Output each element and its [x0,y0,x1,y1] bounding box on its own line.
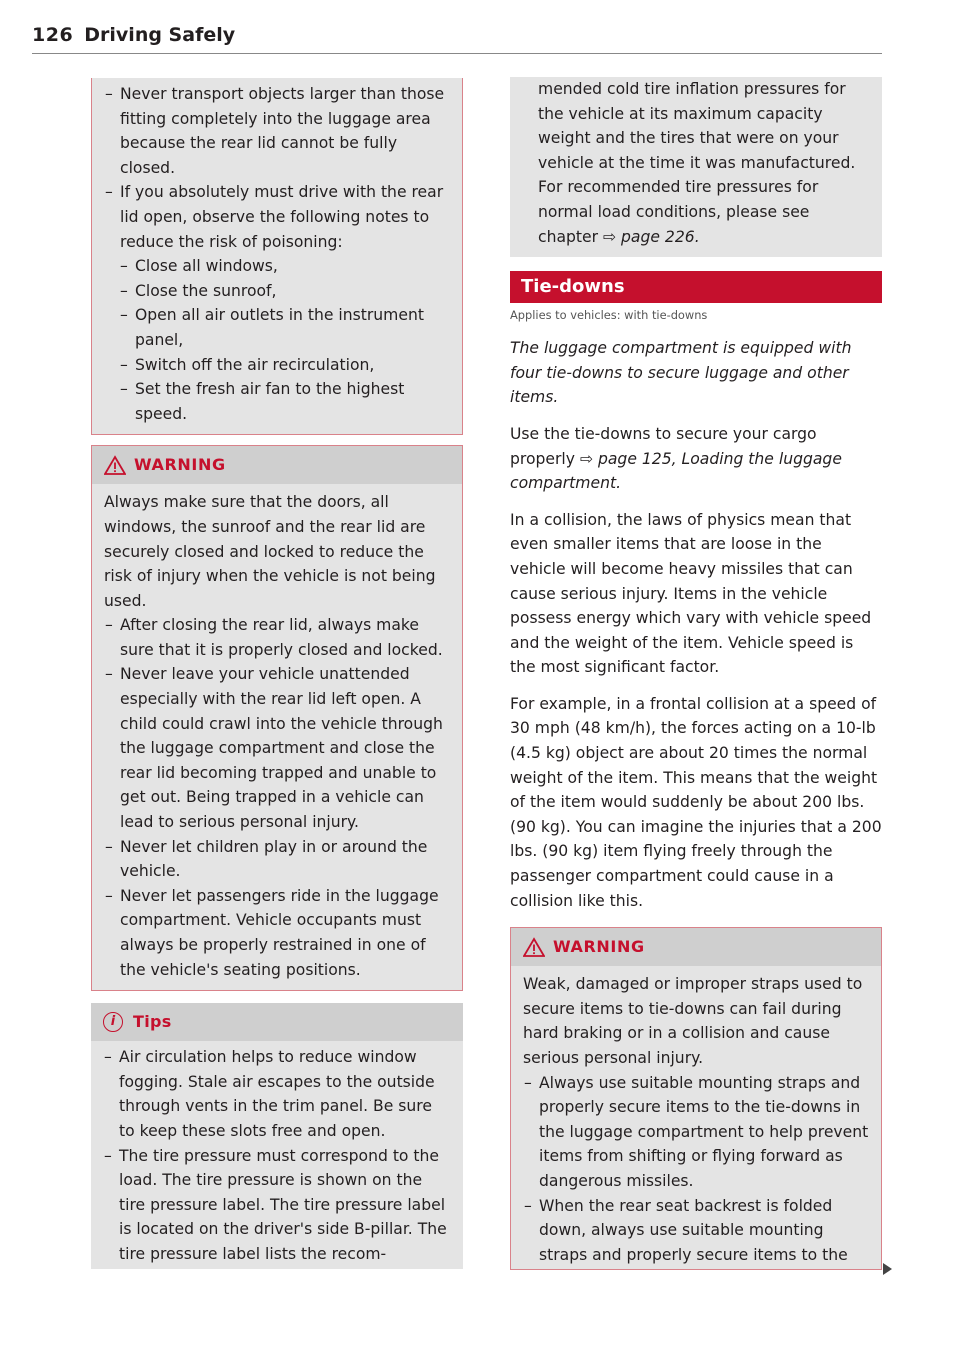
continue-arrow-icon [883,1263,892,1275]
tips-title: Tips [133,1011,172,1031]
warning-box-right [510,927,882,1270]
page-number: 126 [32,24,74,46]
tips-list [91,1045,451,1266]
list-item: – Close the sunroof, [120,279,450,304]
list-item: – When the rear seat backrest is folded down, always use suitable mounting straps and properly secure items to the [511,1194,869,1268]
tips-continued-text: mended cold tire inflation pressures for the vehicle at its maximum capacity weight and the tires that were on your vehicle at the time it was manufactured. For recommended tire pressures for normal load conditions, please see chapter [538,80,856,246]
right-column [510,77,882,1270]
list-item: – Open all air outlets in the instrument panel, [120,303,450,352]
warning-title: WARNING [553,936,645,956]
notes-list [92,82,450,426]
page-reference-link[interactable]: ⇨ page 226. [603,227,700,246]
section-title-bar [510,271,882,303]
paragraph: In a collision, the laws of physics mean that even smaller items that are loose in the vehicle will become heavy missiles that can cause serious injury. Items in the vehicle possess energy which vary with vehicle speed and the weight of the item. Vehicle speed is the most significant factor. [510,510,872,677]
warning-triangle-icon [523,937,545,957]
page-reference-link[interactable]: ⇨ page 125, Loading the luggage compartment. [510,449,842,493]
paragraph: For example, in a frontal collision at a speed of 30 mph (48 km/h), the forces acting on a 10-lb (4.5 kg) object are about 20 times the normal weight of the item. This means that the weight of the item would suddenly be about 200 lbs. (90 kg). You can imagine the injuries that a 200 lbs. (90 kg) item flying freely through the passenger compartment could cause in a collision like this. [510,694,882,910]
warning-list [92,613,450,982]
notes-box [91,78,463,435]
applies-to: Applies to vehicles: with tie-downs [510,308,708,323]
tips-continued-box [510,77,882,257]
paragraph: Use the tie-downs to secure your cargo properly ⇨ page 125, Loading the luggage compartment. [510,424,842,493]
warning-intro: Weak, damaged or improper straps used to secure items to tie-downs can fail during hard braking or in a collision and cause serious personal injury. [523,975,863,1067]
list-item: – Never leave your vehicle unattended especially with the rear lid left open. A child could crawl into the vehicle through the luggage compartment and close the rear lid becoming trapped and unable to get out. Being trapped in a vehicle can lead to serious personal injury. [92,662,450,834]
list-item: – Close all windows, [120,254,450,279]
sub-list [120,254,450,426]
info-icon: i [103,1012,123,1032]
warning-header [92,446,462,484]
warning-title: WARNING [134,455,226,475]
list-item: – The tire pressure must correspond to the load. The tire pressure is shown on the tire pressure label. The tire pressure label is located on the driver's side B-pillar. The tire pressure label lists the recom- [91,1144,451,1267]
list-item: – Set the fresh air fan to the highest speed. [120,377,450,426]
intro-paragraph: The luggage compartment is equipped with four tie-downs to secure luggage and other items. [510,339,852,407]
warning-intro: Always make sure that the doors, all windows, the sunroof and the rear lid are securely closed and locked to reduce the risk of injury when the vehicle is not being used. [104,493,436,610]
warning-triangle-icon [104,455,126,475]
warning-header [511,928,881,966]
left-column [91,78,463,1269]
warning-box-left [91,445,463,991]
list-item: – Switch off the air recirculation, [120,353,450,378]
running-head: Driving Safely [84,24,236,46]
tips-header [91,1003,463,1041]
header-divider [32,53,882,54]
list-item: – If you absolutely must drive with the rear lid open, observe the following notes to reduce the risk of poisoning: – Close all windows, – Close the sunroof, – Open all air outlets in the instrument panel, – Switch off the air recirculation, – Set the fresh air fan to the highest speed. [92,180,450,426]
list-item: – Never transport objects larger than those fitting completely into the luggage area because the rear lid cannot be fully closed. [92,82,450,180]
list-item: – Never let passengers ride in the luggage compartment. Vehicle occupants must always be properly restrained in one of the vehicle's seating positions. [92,884,450,982]
list-item: – Always use suitable mounting straps and properly secure items to the tie-downs in the luggage compartment to help prevent items from shifting or flying forward as dangerous missiles. [511,1071,869,1194]
tips-box [91,1003,463,1268]
section-title: Tie-downs [521,275,625,297]
list-item: – Air circulation helps to reduce window fogging. Stale air escapes to the outside through vents in the trim panel. Be sure to keep these slots free and open. [91,1045,451,1143]
list-item: – After closing the rear lid, always make sure that it is properly closed and locked. [92,613,450,662]
list-item: – Never let children play in or around the vehicle. [92,835,450,884]
warning-list [511,1071,869,1268]
page-header [32,24,882,52]
